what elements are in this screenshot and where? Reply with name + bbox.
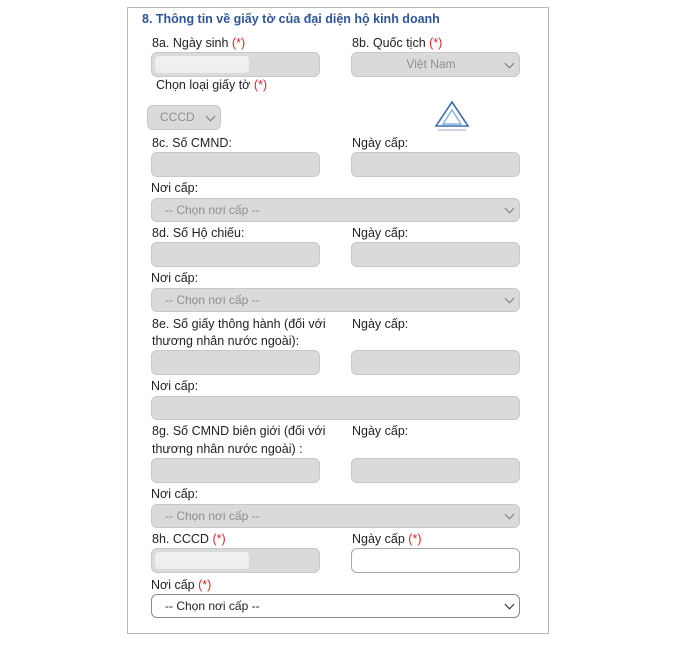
section-title: 8. Thông tin về giấy tờ của đại diện hộ kinh doanh bbox=[142, 12, 440, 26]
birth-date-label: 8a. Ngày sinh (*) bbox=[152, 36, 246, 50]
pass-permit-issue-date-input[interactable] bbox=[351, 350, 520, 375]
border-id-label-line2: thương nhân nước ngoài) : bbox=[152, 442, 303, 456]
border-id-issue-date-input[interactable] bbox=[351, 458, 520, 483]
redacted-value bbox=[155, 56, 249, 73]
cmnd-label: 8c. Số CMND: bbox=[152, 136, 232, 150]
pass-permit-label-line2: thương nhân nước ngoài): bbox=[152, 334, 300, 348]
pass-permit-issue-place-label: Nơi cấp: bbox=[151, 379, 199, 393]
cccd-issue-date-label: Ngày cấp (*) bbox=[352, 532, 422, 546]
passport-label: 8d. Số Hộ chiếu: bbox=[152, 226, 245, 240]
border-id-issue-place-select[interactable]: -- Chọn nơi cấp -- bbox=[151, 504, 520, 528]
cccd-issue-date-input[interactable] bbox=[351, 548, 520, 573]
chevron-down-icon bbox=[206, 111, 216, 121]
redacted-value bbox=[155, 552, 249, 569]
cmnd-issue-place-label: Nơi cấp: bbox=[151, 181, 199, 195]
pass-permit-input[interactable] bbox=[151, 350, 320, 375]
cccd-label: 8h. CCCD (*) bbox=[152, 532, 226, 546]
doc-type-select[interactable]: CCCD bbox=[147, 105, 221, 130]
border-id-issue-date-label: Ngày cấp: bbox=[352, 424, 409, 438]
chevron-down-icon bbox=[505, 510, 515, 520]
cmnd-issue-date-label: Ngày cấp: bbox=[352, 136, 409, 150]
passport-input[interactable] bbox=[151, 242, 320, 267]
passport-issue-place-label: Nơi cấp: bbox=[151, 271, 199, 285]
nationality-label: 8b. Quốc tịch (*) bbox=[352, 36, 443, 50]
cccd-input[interactable] bbox=[151, 548, 320, 573]
watermark-logo-icon bbox=[432, 100, 472, 134]
cmnd-input[interactable] bbox=[151, 152, 320, 177]
cmnd-issue-date-input[interactable] bbox=[351, 152, 520, 177]
doc-type-label: Chọn loại giấy tờ (*) bbox=[156, 78, 268, 92]
chevron-down-icon bbox=[505, 600, 515, 610]
passport-issue-place-select[interactable]: -- Chọn nơi cấp -- bbox=[151, 288, 520, 312]
cmnd-issue-place-select[interactable]: -- Chọn nơi cấp -- bbox=[151, 198, 520, 222]
birth-date-input[interactable] bbox=[151, 52, 320, 77]
passport-issue-date-label: Ngày cấp: bbox=[352, 226, 409, 240]
pass-permit-issue-date-label: Ngày cấp: bbox=[352, 317, 409, 331]
pass-permit-issue-place-input[interactable] bbox=[151, 396, 520, 420]
border-id-issue-place-label: Nơi cấp: bbox=[151, 487, 199, 501]
pass-permit-label-line1: 8e. Số giấy thông hành (đối với bbox=[152, 317, 326, 331]
nationality-select[interactable]: Việt Nam bbox=[351, 52, 520, 77]
border-id-input[interactable] bbox=[151, 458, 320, 483]
passport-issue-date-input[interactable] bbox=[351, 242, 520, 267]
cccd-issue-place-label: Nơi cấp (*) bbox=[151, 578, 212, 592]
chevron-down-icon bbox=[505, 204, 515, 214]
cccd-issue-place-select[interactable]: -- Chọn nơi cấp -- bbox=[151, 594, 520, 618]
border-id-label-line1: 8g. Số CMND biên giới (đối với bbox=[152, 424, 326, 438]
chevron-down-icon bbox=[505, 294, 515, 304]
